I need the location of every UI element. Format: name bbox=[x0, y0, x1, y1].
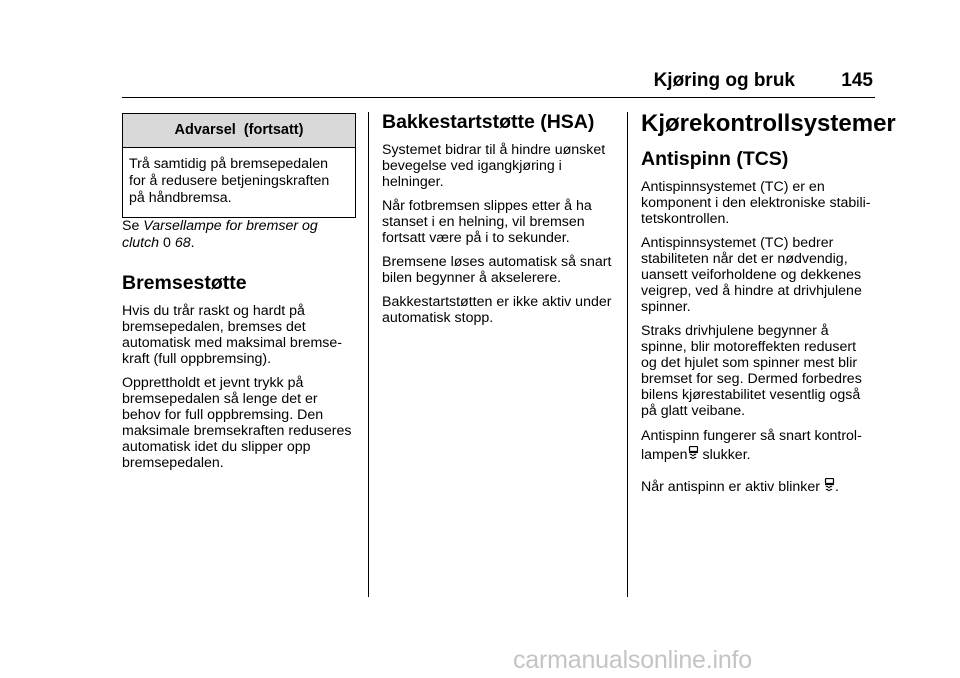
left-column bbox=[122, 113, 360, 479]
page-arrow-icon: 0 bbox=[163, 235, 171, 251]
paragraph: Bremsene løses automatisk så snart bilen begynner å akselerere. bbox=[382, 254, 612, 286]
traction-control-lamp-icon bbox=[824, 478, 835, 492]
cross-reference bbox=[122, 218, 360, 252]
paragraph-lamp-off bbox=[641, 427, 881, 465]
paragraph: Antispinnsystemet (TC) bedrer stabiliteten når det er nødvendig, uansett veiforholdene og dekkenes veigrep, ved å hindre at drivhjulene spinner. bbox=[641, 235, 862, 315]
warning-box bbox=[122, 113, 356, 218]
warning-title: Advarsel (fortsatt) bbox=[123, 114, 355, 148]
paragraph: Straks drivhjulene begynner å spinne, blir motoreffekten redusert og det hjulet som spinner mest blir bremset for seg. Dermed forbedres bilens kjørestabilitet vesentlig også på glatt veibane. bbox=[641, 323, 862, 419]
lamp-text: lampen bbox=[641, 447, 688, 463]
section-title-hsa: Bakkestartstøtte (HSA) bbox=[382, 111, 595, 133]
reference-suffix: . bbox=[190, 235, 195, 251]
chapter-title: Kjørekontrollsystemer bbox=[641, 110, 896, 137]
lamp-text: Når antispinn er aktiv blinker bbox=[641, 479, 820, 495]
warning-body: Trå samtidig på bremsepedalen for å redusere betjeningskraften på håndbremsa. bbox=[129, 156, 330, 206]
section-title-tcs: Antispinn (TCS) bbox=[641, 148, 789, 170]
paragraph-lamp-blink bbox=[641, 478, 881, 495]
paragraph: Opprettholdt et jevnt trykk på bremsepedalen så lenge det er behov for full oppbremsing. Den maksimale bremsekraften reduseres automatisk idet du slipper opp bremsepedalen. bbox=[122, 375, 352, 471]
paragraph: Systemet bidrar til å hindre uønsket bevegelse ved igangkjøring i helninger. bbox=[382, 142, 606, 190]
paragraph: Antispinnsystemet (TC) er en komponent i den elektroniske stabili- tetskontrollen. bbox=[641, 179, 871, 227]
middle-column bbox=[382, 111, 622, 334]
traction-control-lamp-icon bbox=[688, 446, 699, 460]
reference-page[interactable]: 68 bbox=[174, 235, 191, 251]
page-header bbox=[0, 70, 960, 94]
section-title-bremsestotte: Bremsestøtte bbox=[122, 272, 247, 294]
reference-link[interactable]: Varsellampe for bremser og clutch bbox=[122, 218, 318, 251]
paragraph: Hvis du trår raskt og hardt på bremsepedalen, bremses det automatisk med maksimal bremse- kraft (full oppbremsing). bbox=[122, 303, 342, 367]
paragraph: Bakkestartstøtten er ikke aktiv under automatisk stopp. bbox=[382, 294, 612, 326]
lamp-text: . bbox=[834, 479, 839, 495]
header-title: Kjøring og bruk bbox=[653, 70, 795, 91]
watermark: carmanualsonline.info bbox=[513, 646, 753, 674]
reference-prefix: Se bbox=[122, 218, 144, 234]
column-divider-right bbox=[627, 112, 628, 597]
page-number: 145 bbox=[841, 70, 873, 91]
column-divider-left bbox=[368, 112, 369, 597]
lamp-text: Antispinn fungerer så snart kontrol- bbox=[641, 428, 862, 444]
lamp-text: slukker. bbox=[698, 447, 751, 463]
header-rule bbox=[122, 97, 875, 98]
right-column bbox=[641, 110, 896, 503]
paragraph: Når fotbremsen slippes etter å ha stanset i en helning, vil bremsen fortsatt være på i to sekunder. bbox=[382, 198, 592, 246]
